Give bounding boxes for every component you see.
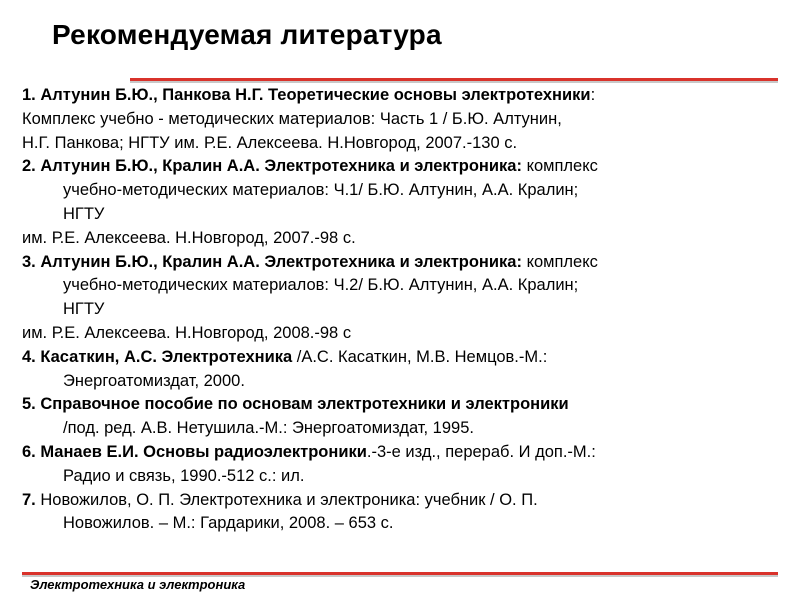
reference-2-line-3: НГТУ	[63, 204, 105, 223]
reference-3-line-2: учебно-методических материалов: Ч.2/ Б.Ю. Алтунин, А.А. Кралин;	[63, 276, 579, 295]
reference-2-heading: 2. Алтунин Б.Ю., Кралин А.А. Электротехника и электроника:	[22, 157, 522, 176]
reference-1-tail: :	[590, 86, 596, 104]
reference-5-heading: 5. Справочное пособие по основам электротехники и электроники	[22, 395, 569, 414]
reference-3	[22, 251, 782, 275]
reference-6-line-2: Радио и связь, 1990.-512 с.: ил.	[63, 466, 305, 485]
reference-2-line-4: им. Р.Е. Алексеева. Н.Новгород, 2007.-98 с.	[22, 228, 356, 247]
reference-2-tail: комплекс	[521, 157, 598, 176]
reference-5-line-2: /под. ред. А.В. Нетушила.-М.: Энергоатомиздат, 1995.	[63, 419, 474, 438]
reference-6-heading: 6. Манаев Е.И. Основы радиоэлектроники	[22, 442, 367, 461]
reference-4-line-2: Энергоатомиздат, 2000.	[63, 371, 245, 390]
reference-4-heading: 4. Касаткин, А.С. Электротехника	[22, 347, 293, 366]
reference-7	[22, 489, 782, 513]
reference-3-line-3: НГТУ	[63, 300, 105, 319]
reference-2	[22, 155, 782, 179]
reference-3-line-4: им. Р.Е. Алексеева. Н.Новгород, 2008.-98 с	[22, 323, 352, 342]
reference-4	[22, 346, 782, 370]
reference-3-tail: комплекс	[521, 252, 598, 271]
reference-1-line-3: Н.Г. Панкова; НГТУ им. Р.Е. Алексеева. Н.Новгород, 2007.-130 с.	[22, 133, 518, 152]
reference-4-tail: /А.С. Касаткин, М.В. Немцов.-М.:	[292, 347, 548, 366]
reference-1	[22, 84, 782, 108]
reference-6	[22, 441, 782, 465]
reference-7-line-2: Новожилов. – М.: Гардарики, 2008. – 653 с.	[63, 514, 394, 533]
reference-2-line-2: учебно-методических материалов: Ч.1/ Б.Ю. Алтунин, А.А. Кралин;	[63, 181, 579, 200]
reference-6-tail: .-3-е изд., перераб. И доп.-М.:	[366, 442, 596, 461]
reference-7-heading: 7.	[22, 490, 36, 509]
reference-1-heading: 1. Алтунин Б.Ю., Панкова Н.Г. Теоретические основы электротехники	[22, 86, 591, 104]
page-title: Рекомендуемая литература	[52, 19, 442, 50]
reference-3-heading: 3. Алтунин Б.Ю., Кралин А.А. Электротехника и электроника:	[22, 252, 522, 271]
reference-1-line-2: Комплекс учебно - методических материалов: Часть 1 / Б.Ю. Алтунин,	[22, 109, 562, 128]
reference-list	[22, 84, 782, 536]
reference-5	[22, 393, 782, 417]
title-underline-shadow	[130, 81, 778, 83]
footer-course-name: Электротехника и электроника	[30, 577, 246, 592]
reference-7-tail: Новожилов, О. П. Электротехника и электроника: учебник / О. П.	[35, 490, 538, 509]
